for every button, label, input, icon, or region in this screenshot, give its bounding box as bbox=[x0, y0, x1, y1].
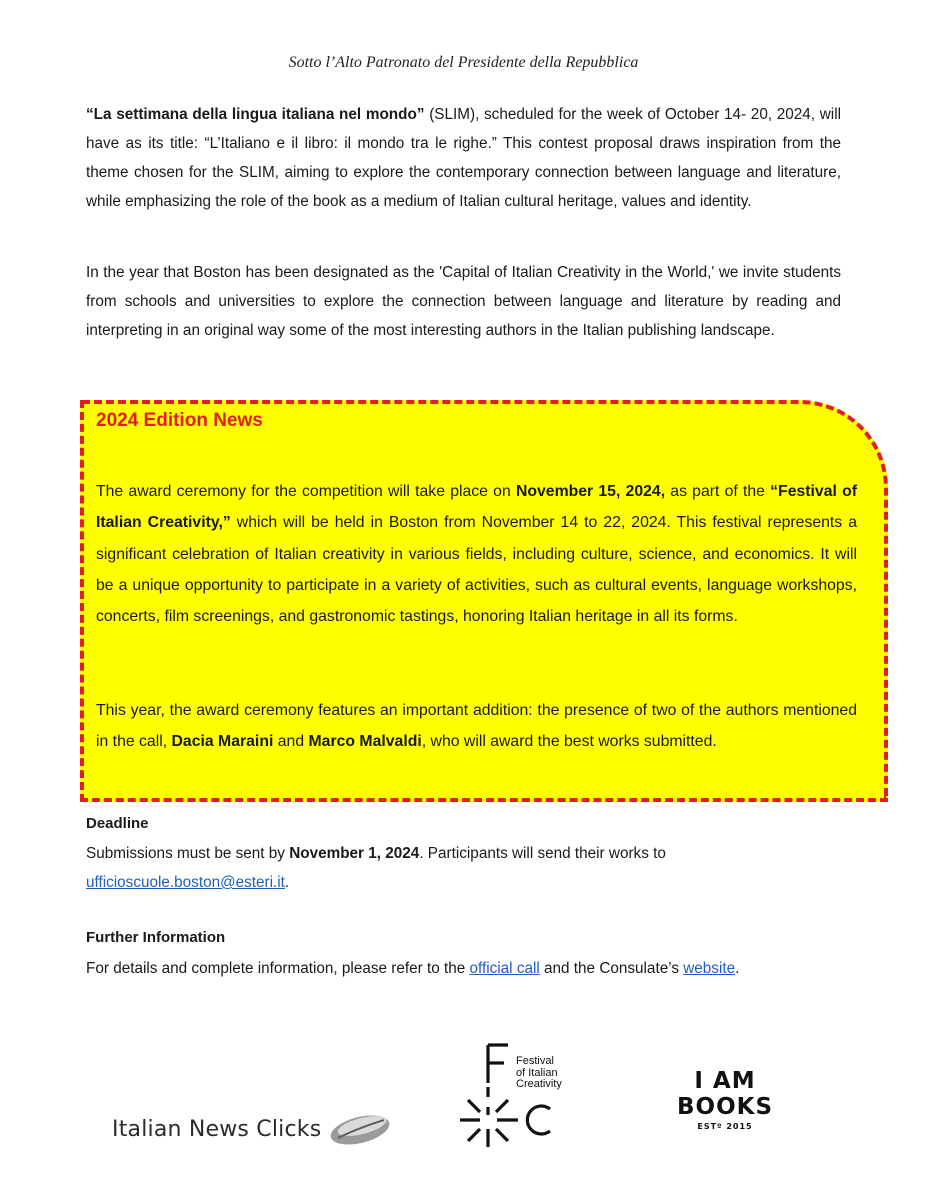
deadline-text-part: . bbox=[284, 874, 290, 891]
email-link[interactable]: ufficioscuole.boston@esteri.it bbox=[86, 874, 285, 891]
italian-news-clicks-wordmark: Italian News Clicks bbox=[112, 1117, 322, 1142]
news-text: and bbox=[273, 733, 309, 751]
edition-news-box bbox=[80, 400, 888, 802]
further-info-heading: Further Information bbox=[86, 929, 226, 946]
further-text-part: . bbox=[735, 960, 740, 977]
news-paragraph-authors bbox=[96, 695, 857, 758]
deadline-date: November 1, 2024 bbox=[289, 845, 420, 862]
slim-title: “La settimana della lingua italiana nel mondo” bbox=[86, 106, 425, 123]
further-text-part: For details and complete information, please refer to the bbox=[86, 960, 470, 977]
books-line-1: I AM bbox=[694, 1068, 756, 1094]
festival-of-italian-creativity-logo bbox=[458, 1043, 588, 1153]
further-info-text bbox=[86, 954, 841, 983]
author-dacia-maraini: Dacia Maraini bbox=[171, 733, 274, 751]
boston-paragraph: In the year that Boston has been designated as the 'Capital of Italian Creativity in the World,' we invite students from schools and universities to explore the connection between language and literature by reading and interpreting in an original way some of the most interesting authors in the Italian publishing landscape. bbox=[86, 264, 841, 339]
intro-text: (SLIM), scheduled for the week of October 14- 20, 2024, will have as its title: “L’Italiano e il libro: il mondo tra le righe.” This contest proposal draws inspiration from the theme chosen for the SLIM, aiming to explore the contemporary connection between language and literature, while emphasizing the role of the book as a medium of Italian cultural heritage, values and identity. bbox=[86, 106, 842, 210]
website-link[interactable]: website bbox=[683, 960, 736, 977]
festival-word: of Italian bbox=[516, 1066, 558, 1079]
news-paragraph-ceremony bbox=[96, 476, 857, 632]
festival-name: “Festival of Italian Creativity,” bbox=[96, 483, 857, 532]
news-text: This year, the award ceremony features an important addition: the presence of two of the authors mentioned in the call, bbox=[96, 702, 857, 751]
festival-word: Festival bbox=[516, 1055, 554, 1067]
festival-word: Creativity bbox=[516, 1078, 562, 1090]
italian-news-clicks-logo bbox=[112, 1108, 392, 1158]
deadline-text-part: Submissions must be sent by bbox=[86, 845, 290, 862]
books-line-2: BOOKS bbox=[676, 1094, 774, 1120]
news-title: 2024 Edition News bbox=[96, 410, 263, 431]
news-text: which will be held in Boston from November 14 to 22, 2024. This festival represents a significant celebration of Italian creativity in various fields, including culture, science, and economics. It will be a unique opportunity to participate in a variety of activities, such as cultural events, language workshops, concerts, film screenings, and gastronomic tastings, honoring Italian heritage in all its forms. bbox=[96, 514, 857, 626]
ceremony-date: November 15, 2024, bbox=[515, 483, 666, 500]
deadline-heading: Deadline bbox=[86, 815, 149, 832]
i-am-books-logo bbox=[670, 1068, 780, 1140]
news-text: as part of the bbox=[665, 483, 771, 500]
books-established: ESTº 2015 bbox=[697, 1122, 753, 1131]
festival-wordmark bbox=[516, 1056, 562, 1091]
news-text: The award ceremony for the competition will take place on bbox=[96, 483, 516, 500]
deadline-text-part: . Participants will send their works to bbox=[419, 845, 666, 862]
mouse-icon bbox=[324, 1108, 394, 1150]
intro-paragraph bbox=[86, 100, 841, 216]
official-call-link[interactable]: official call bbox=[469, 960, 540, 977]
author-marco-malvaldi: Marco Malvaldi bbox=[308, 733, 422, 751]
news-text: , who will award the best works submitted. bbox=[421, 733, 717, 751]
deadline-text bbox=[86, 839, 841, 897]
further-text-part: and the Consulate’s bbox=[539, 960, 684, 977]
patronage-header: Sotto l’Alto Patronato del Presidente della Repubblica bbox=[288, 54, 639, 71]
